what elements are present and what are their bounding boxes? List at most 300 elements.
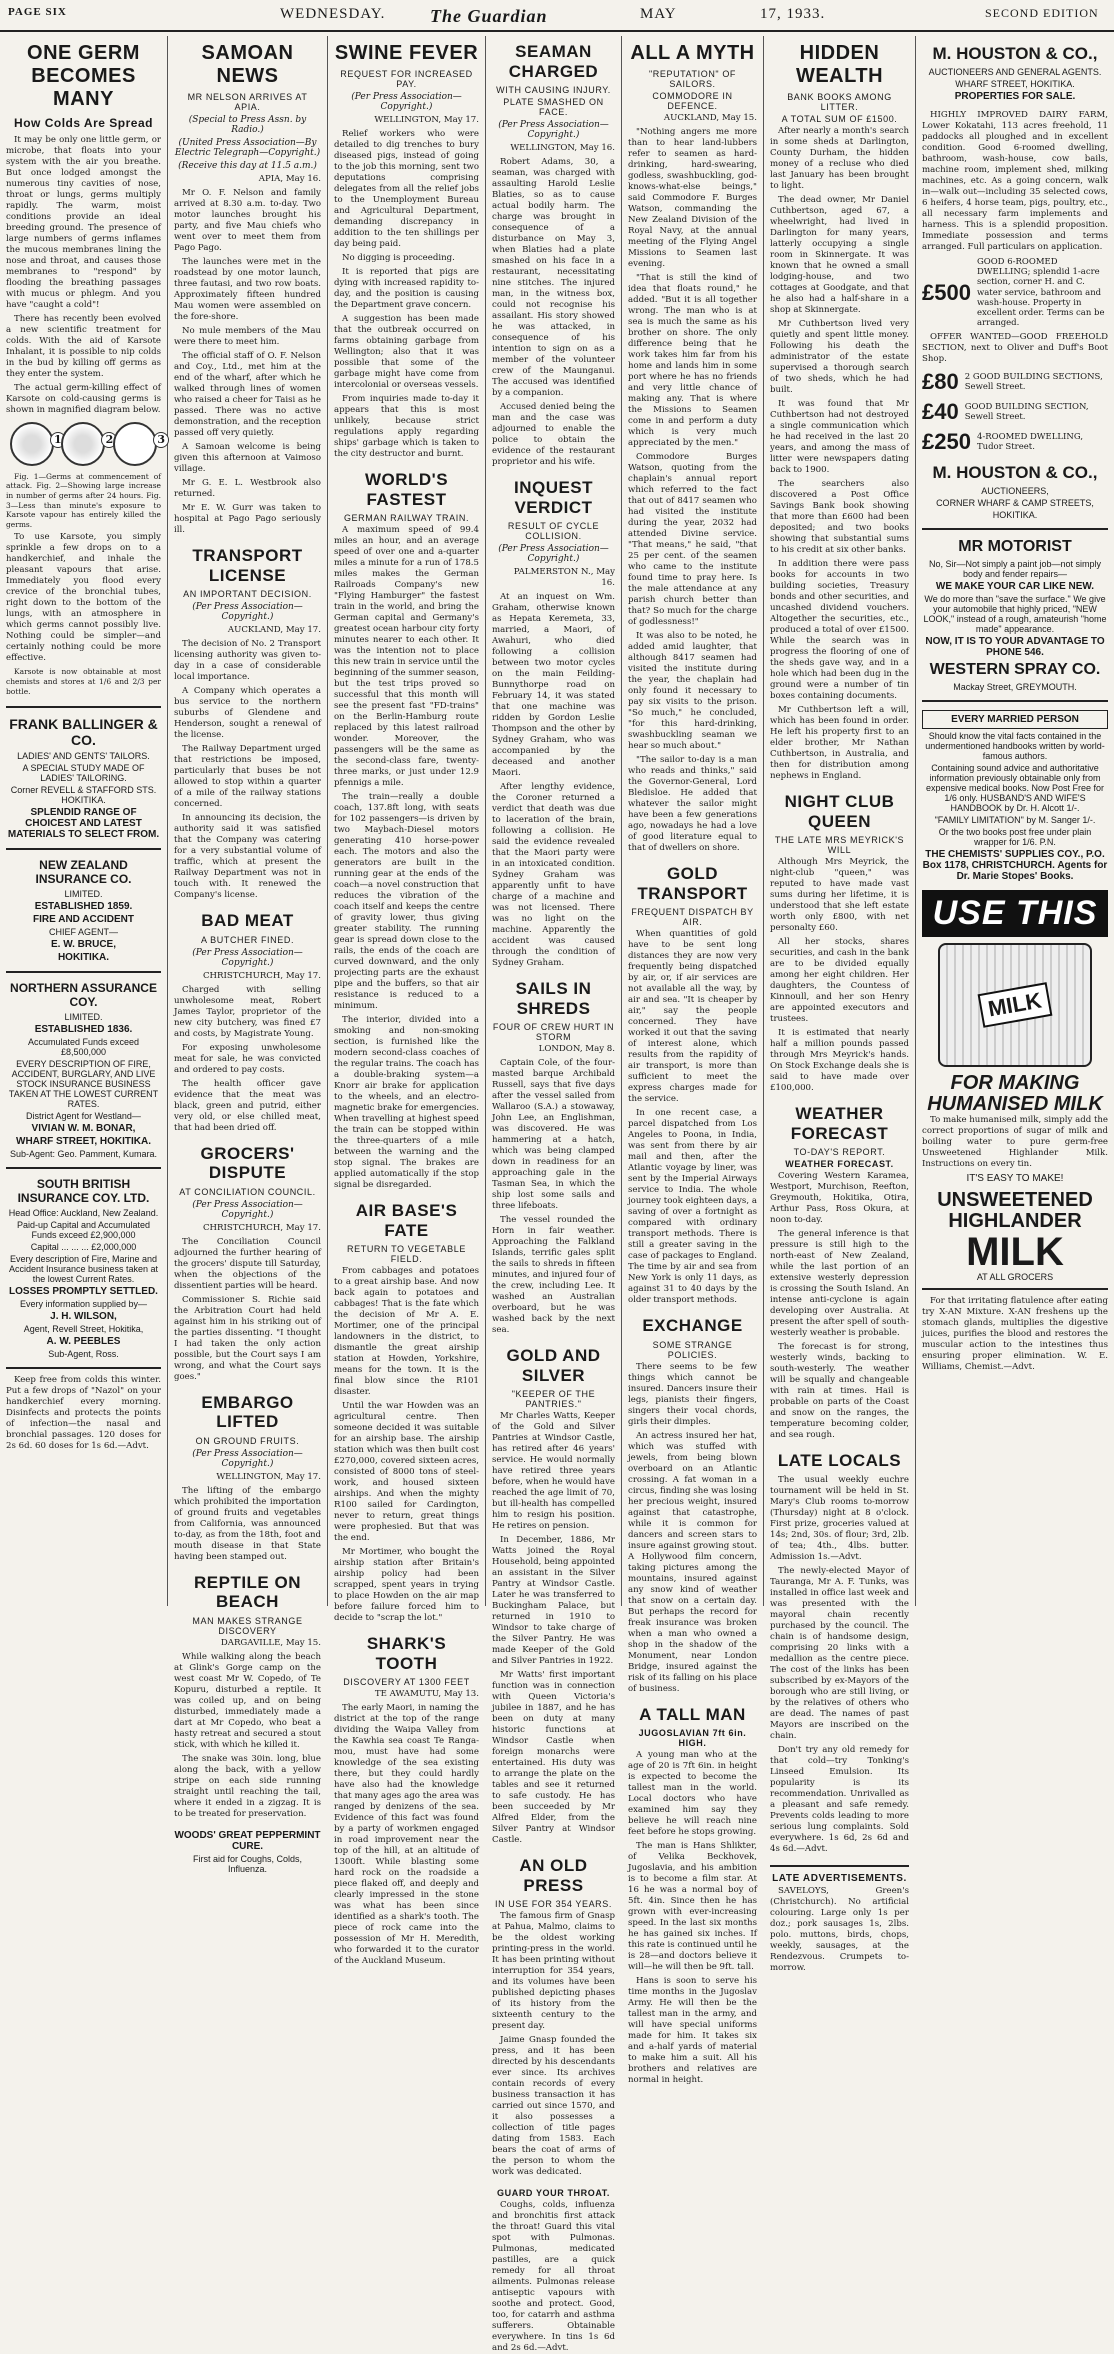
ad-line: Every description of Fire, Marine and Accident Insurance business taken at the lowest Current Rates. [8,1254,159,1285]
subheadline: IN USE FOR 354 YEARS. [495,1899,612,1910]
divider [6,1167,161,1169]
subheadline: REQUEST FOR INCREASED PAY. [340,69,473,89]
ad-name: WESTERN SPRAY CO. [929,661,1101,679]
price-desc: 2 GOOD BUILDING SECTIONS, Sewell Street. [964,372,1103,393]
article-body [174,174,321,536]
paragraph: OFFER WANTED—GOOD FREEHOLD SECTION, next to Oliver and Duff's Boot Shop. [922,332,1108,365]
paragraph: While walking along the beach at Glink's Gorge camp on the west coast Mr W. Copedo, of Te Kopuru, disturbed a reptile. It was coiled up, and on being disturbed, immediately made a dart at Mr Copedo, who beat a hasty retreat and secured a stout stick, with which he killed it. [174,1651,321,1750]
headline: INQUEST VERDICT [513,478,594,517]
masthead-edition: SECOND EDITION [985,6,1099,20]
headline: ALL A MYTH [630,42,755,64]
can-label: MILK [978,983,1053,1029]
credit-line: (United Press Association—By Electric Telegraph—Copyright.) [174,138,321,158]
paragraph: In one recent case, a parcel dispatched from Los Angeles to Poona, in India, was sent from there by air mail and then, after the Atlantic voyage by liner, was sent by the Imperial Airways service to India. The whole journey took eighteen days, a saving of over a fortnight as compared with ordinary transport methods. There is still a greater saving in the case of packages to England. The time by air and sea from New York is only 11 days, as against 31 to 40 days by the older transport methods. [628,1108,757,1306]
germ-diagram [6,422,165,466]
ad-nazol [6,1375,161,1452]
subheadline: FREQUENT DISPATCH BY AIR. [631,907,754,928]
ad-line: SPLENDID RANGE OF CHOICEST AND LATEST MATERIALS TO SELECT FROM. [7,807,160,841]
headline: WEATHER FORECAST [790,1104,889,1143]
ad-line: First aid for Coughs, Colds, Influenza. [192,1853,303,1874]
paragraph: A suggestion has been made that the outbreak occurred on farms obtaining garbage from Wellington; also that it was possible that some of the garbage might have come from intercolonial or overseas vessels. [334,314,479,390]
paragraph: The searchers also discovered a Post Office Savings Bank book showing that more than £600 had been deposited; and two books showing that substantial sums to his credit at six other banks. [770,479,909,555]
paragraph: "The sailor to-day is a man who reads and thinks," said the Governor-General, Lord Bledisloe. He added that whatever the sailor might have been a few generations ago, nowadays he had a love of good literature equal to that of dwellers on shore. [628,755,757,853]
ad-name: MR MOTORIST [958,538,1072,556]
paragraph: For exposing unwholesome meat for sale, he was convicted and ordered to pay costs. [174,1042,321,1075]
subheadline: DISCOVERY AT 1300 FEET [343,1677,470,1688]
article-one-germ [6,42,165,696]
paragraph: The newly-elected Mayor of Tauranga, Mr A. F. Tunks, was installed in office last week and was presented with the mayoral chain recently purchased by the council. The chain is of handsome design, comprising 20 links with a medallion as the centre piece. The cost of the links has been subscribed by ex-Mayors of the borough who are still living, or by the relatives of others who are dead. The names of past Mayors are inscribed on the chain. [770,1565,909,1741]
paragraph: It was found that Mr Cuthbertson had not destroyed a single communication which he had received in the last 20 years, and among the mass of litter were newspapers dating back to 1900. [770,399,909,475]
headline: SEAMAN CHARGED [508,42,599,81]
article-body [334,115,479,460]
paragraph: There has recently been evolved a new scientific treatment for colds. With the aid of Karsote Inhalant, it is possible to nip colds in the bud by killing off germs as they enter the system. [6,313,161,379]
article-all-a-myth [628,42,757,854]
price: £40 [922,399,959,425]
paragraph: Keep free from colds this winter. Put a few drops of "Nazol" on your handkerchief every morning. Disinfects and protects the points of infection—the nasal and bronchial passages. 120 doses for 2s 6d. 60 doses for 1s 6d.—Advt. [6,1375,161,1452]
article-hidden-wealth [770,42,909,782]
price-listing [922,369,1108,395]
paragraph: The official staff of O. F. Nelson and Coy., Ltd., met him at the end of the wharf, after which he walked through lines of women who raised a cheer for Taisi as he passed. There was no active demonstration, and the reception passed off very quietly. [174,351,321,438]
article-reptile-on-beach [174,1573,321,1820]
paragraph: To use Karsote, you simply sprinkle a few drops on to a handkerchief, and inhale the pleasant vapours that arise. Immediately you flood every crevice of the bronchial tubes, right down to the bottom of the lungs, with an atmosphere in which germs cannot possibly live. Nothing could be simpler—and certainly nothing could be more effective. [6,532,161,664]
paragraph: The snake was 30in. long, blue along the back, with a yellow stripe on each side running straight until reaching the tail, where it ended in a zigzag. It is to be treated for preservation. [174,1753,321,1819]
ad-name: WOODS' GREAT PEPPERMINT CURE. [174,1829,321,1852]
credit-line: (Per Press Association—Copyright.) [192,1199,303,1220]
paragraph: Commissioner S. Richie said the Arbitration Court had held against him in his striking out of the parties dissenting. "I thought I had taken the only action possible, but the Court says I am wrong, and what the Court says goes." [174,1294,321,1382]
divider [6,971,161,973]
column-5 [622,36,764,2086]
ad-mr-motorist [922,538,1108,692]
article-body [628,1750,757,2086]
figure-caption: Fig. 1—Germs at commencement of attack. Fig. 2—Showing large increase in number of germs after 24 hours. Fig. 3—Less than minute's exposure to Karsote vapour has entirely killed the germs. [6,471,161,529]
subheadline: A BUTCHER FINED. [200,934,295,945]
ad-line: ESTABLISHED 1836. [34,1024,133,1036]
ad-line: Sub-Agent, Ross. [48,1349,119,1360]
paragraph: In announcing its decision, the authority said it was satisfied that the Company was catering for a very substantial volume of traffic, which at present the Railway Department was not in touch with. It renewed the Company's license. [174,813,321,901]
paragraph: Accused denied being the man and the case was adjourned to enable the police to obtain the evidence of the restaurant proprietor and his wife. [492,402,615,468]
paragraph: For that irritating flatulence after eating try X-AN Mixture. X-AN freshens up the stomach glands, multiplies the digestive juices, purifies the blood and restores the muscular action to the intestines thus ensuring proper elimination. W. E. Williams, Chemist.—Advt. [922,1296,1108,1373]
headline: EXCHANGE [642,1316,743,1336]
subheadline: How Colds Are Spread [14,116,153,130]
paragraph: Mr G. E. L. Westbrook also returned. [174,478,321,499]
ad-name: FRANK BALLINGER & CO. [9,716,158,749]
paragraph: Although Mrs Meyrick, the night-club "queen," was reputed to have made vast sums during her lifetime, it is understood that she left estate worth only £800, with net personalty £60. [770,857,909,934]
figure-label: 3 [153,432,169,448]
paragraph: Mr E. W. Gurr was taken to hospital at Pago Pago seriously ill. [174,503,321,535]
article-body [492,567,615,969]
paragraph: In addition there were pass books for accounts in two building societies, Treasury bonds and other securities, and uncashed dividend vouchers. Altogether the securities, etc., produced a total of over £1500. While the search was in progress the flooring of one of the sheds gave way, and in a hole which had been dug in the ground were a number of tin boxes containing documents. [770,559,909,701]
ad-south-british [6,1177,161,1359]
germ-figure-2 [61,422,114,466]
credit-line: (Receive this day at 11.5 a.m.) [178,161,317,171]
ad-line: WHARF STREET, HOKITIKA. [16,1136,151,1148]
subheadline: FOUR OF CREW HURT IN STORM [492,1022,615,1043]
price-desc: GOOD 6-ROOMED DWELLING; splendid 1-acre section, corner H. and C. water service, bathroom and wash-house. Property in excellent order. Terms can be arranged. [976,257,1105,329]
ad-highlander-milk [922,890,1108,1282]
subheadline: "REPUTATION" OF SAILORS. [648,69,737,89]
article-late-locals [770,1451,909,1855]
paragraph: A Samoan welcome is being given this afternoon at Vaimoso village. [174,442,321,474]
paragraph: The train—really a double coach, 137.8ft long, with seats for 102 passengers—is driven by two Maybach-Diesel motors generating 410 horse-power each. The motors and also the generators are built in the running gear at the ends of the coach—a novel construction that reduces the vibration of the coach itself and keeps the centre of gravity lower, thus giving greater stability. The running gear is spread down close to the rails, the ends of the coach are curved downward, and the only projecting parts are the exhaust pipe and the buffers, so that air resistance is reduced to a minimum. [334,792,479,1012]
dateline: CHRISTCHURCH, May 17. [202,970,321,981]
article-gold-and-silver [492,1346,615,1846]
ad-line: LADIES' AND GENTS' TAILORS. [17,751,150,762]
ad-name: SOUTH BRITISH INSURANCE COY. LTD. [17,1177,150,1206]
price-desc: 4-ROOMED DWELLING, Tudor Street. [976,432,1084,453]
ad-line: LIMITED. [64,1012,103,1023]
subheadline: PLATE SMASHED ON FACE. [503,97,604,118]
paragraph: Jaime Gnasp founded the press, and it has been directed by his descendants ever since. Its archives contain records of every business transaction it has carried out since 1570, and it also possesses a collection of title pages dating from 1583. Each bears the coat of arms of the person to whom the work was dedicated. [492,2035,615,2178]
ad-line: AT ALL GROCERS [976,1272,1054,1283]
paragraph: Covering Western Karamea, Westport, Murchison, Reefton, Greymouth, Hokitika, Otira, Arthur Pass, Ross Okura, at noon to-day. [770,1171,909,1226]
credit-line: (Per Press Association—Copyright.) [498,544,609,565]
paragraph: The launches were met in the roadstead by one motor launch, three fautasi, and two row boats. Approximately fifteen hundred Mau women were assembled on the fore-shore. [174,257,321,322]
figure-label: 1 [50,432,66,448]
subheadline: ON GROUND FRUITS. [195,1435,300,1446]
paragraph: It is reported that pigs are dying with increased rapidity to-day, and the position is causing the Department grave concern. [334,267,479,310]
paragraph: After lengthy evidence, the Coroner returned a verdict that death was due to laceration of the brain, following a collision. He said the evidence revealed that the Maori party were in an intoxicated condition. Sydney Graham was apparently unfit to have charge of a machine and was not licensed. There was no light on the machine. Apparently the accident was caused through the condition of Sydney Graham. [492,782,615,969]
credit-line: (Per Press Association—Copyright.) [192,602,303,623]
headline: EMBARGO LIFTED [201,1392,294,1432]
ad-married-person [922,710,1108,882]
subheadline: RETURN TO VEGETABLE FIELD. [347,1244,466,1265]
ad-line: WE MAKE YOUR CAR LIKE NEW. [935,581,1095,593]
paragraph: It was also to be noted, he added amid laughter, that although 8417 seamen had visited the institute during the year, the chaplain had only found it necessary to pay six visits to the prison. "So much," he concluded, "for this hard-drinking, swashbuckling seaman we hear so much about." [628,631,757,751]
headline: SAILS IN SHREDS [515,979,592,1018]
germ-figure-3 [113,422,165,466]
ad-line: EVERY DESCRIPTION OF FIRE, ACCIDENT, BURGLARY, AND LIVE STOCK INSURANCE BUSINESS TAKEN AT THE LOWEST CURRENT RATES. [8,1059,159,1110]
price: £250 [922,429,971,455]
paragraph: Relief workers who were detailed to dig trenches to bury diseased pigs, instead of going to the job this morning, sent two deputations comprising delegates from all the relief jobs to the Unemployment Bureau and Agricultural Department, demanding discrepancy in addition to the ten shillings per day being paid. [334,129,479,249]
price-desc: GOOD BUILDING SECTION, Sewell Street. [964,402,1089,423]
dateline: WELLINGTON, May 16. [510,143,615,154]
subheadline: GERMAN RAILWAY TRAIN. [343,513,470,524]
divider [6,1367,161,1369]
paragraph: The forecast is for strong, westerly winds, backing to south-westerly. The weather will be squally and changeable with rain at times. Hail is probable on parts of the Coast and snow on the ranges, the temperature becoming colder, and sea rough. [770,1342,909,1441]
paragraph: The actual germ-killing effect of Karsote on cold-causing germs is shown in magnified diagram below. [6,382,161,415]
article-body [174,971,321,1134]
paragraph: There seems to be few things which cannot be insured. Dancers insure their legs, pianists their fingers, singers their vocal chords, girls their dimples. [628,1361,757,1427]
paragraph: HIGHLY IMPROVED DAIRY FARM, Lower Kokatahi, 113 acres freehold, 11 paddocks all ploughed and in excellent condition. Good 6-roomed dwelling, bathroom, wash-house, cow bails, machine room, implement shed, milking machines, etc. As a going concern, walk in—walk out—including 35 selected cows, 6 heifers, 4 horse team, pigs, poultry, etc., all necessary farm implements and harness. This is a splendid proposition. Immediate possession and terms arranged. Full particulars on application. [922,110,1108,252]
paragraph: The vessel rounded the Horn in fair weather. Approaching the Falkland Islands, terrific gales split the sails to shreds in fifteen minutes, and injured four of the crew, including Lee. It washed an Australian overboard, but he was washed back by the next sea. [492,1215,615,1336]
article-body [492,1044,615,1336]
subheadline: BANK BOOKS AMONG LITTER. [787,92,892,112]
ad-line: Head Office: Auckland, New Zealand. [8,1208,159,1219]
article-body [628,929,757,1306]
late-advertisements [770,1865,909,1974]
ad-product: MILK [966,1230,1064,1275]
credit-line: (Per Press Association—Copyright.) [192,947,303,968]
ad-line: Accumulated Funds exceed £8,500,000 [27,1037,140,1058]
article-body [492,1411,615,1846]
subheadline: JUGOSLAVIAN 7ft 6in. HIGH. [638,1728,747,1749]
ad-line: LOSSES PROMPTLY SETTLED. [9,1286,158,1298]
article-seaman-charged [492,42,615,468]
paragraph: After nearly a month's search in some sheds at Darlington, County Durham, the hidden money of a recluse who died last January has been brought to light. [770,126,909,191]
article-body [174,1472,321,1563]
subheadline: WEATHER FORECAST. [785,1159,894,1170]
paragraph: A Company which operates a bus service to the northern suburbs of Glendene and Henderson, sought a renewal of the license. [174,686,321,741]
article-body [6,135,161,416]
germ-figure-1 [10,422,62,466]
dateline: APIA, May 16. [258,174,321,184]
ad-woods-peppermint [174,1830,321,1874]
divider [770,1865,909,1867]
article-night-club-queen [770,792,909,1094]
paragraph: The usual weekly euchre tournament will be held in St. Mary's Club rooms to-morrow (Thursday) night at 8 o'clock. First prize, groceries valued at 14s; 2nd, 30s. of flour; 3rd, 2lb. of tea; 4th., 4lbs. butter. Admission 1s.—Advt. [770,1474,909,1562]
article-body [628,113,757,854]
ad-line: AUCTIONEERS, [981,486,1049,497]
headline: GROCERS' DISPUTE [200,1143,295,1183]
article-gold-transport [628,864,757,1306]
column-3 [328,36,486,1967]
divider [922,700,1108,702]
ad-line: WHARF STREET, HOKITIKA. [955,79,1075,89]
subheadline: "KEEPER OF THE PANTRIES." [511,1389,596,1410]
headline: LATE LOCALS [777,1451,902,1471]
paragraph: "Nothing angers me more than to hear land-lubbers refer to seamen as hard-drinking, hard-swearing, godless, swashbuckling, god-knows-what-else beings," said Commodore F. Burges Watson, commanding the New Zealand Division of the Royal Navy, at the annual meeting of the Flying Angel Missions to Seamen last evening. [628,127,757,269]
ad-line: HOKITIKA. [992,510,1038,521]
divider [6,706,161,708]
paragraph: The famous firm of Gnasp at Pahua, Malmo, claims to be the oldest working printing-press in the world. It has been printing without interruption for 354 years, and its volumes have been published depicting phases of its history from the sixteenth century to the present day. [492,1911,615,2032]
ad-line: FIRE AND ACCIDENT [33,914,134,926]
ad-line: AUCTIONEERS AND GENERAL AGENTS. [928,67,1102,77]
paragraph: Mr Charles Watts, Keeper of the Gold and Silver Pantries at Windsor Castle, has retired after 46 years' service. He would normally have retired three years before, when he would have reached the age limit of 70, but ill-health has compelled him to resign his position. He retires on pension. [492,1411,615,1532]
ad-line: CHIEF AGENT— [48,927,118,938]
paragraph: Robert Adams, 30, a seaman, was charged with assaulting Harold Leslie Blaties, so as to cause actual bodily harm. The charge was brought in consequence of a disturbance on May 3, when Blaties had a plate smashed on his face in a restaurant, necessitating nine stitches. The injured man, in the witness box, could not recognise his assailant. His story showed he was attacked, in consequence of his intention to sign on as a member of the volunteer crew of the Maunganui. The accused was identified by a companion. [492,157,615,399]
headline: A TALL MAN [639,1704,746,1724]
ad-brand: UNSWEETENED HIGHLANDER [937,1189,1093,1233]
paragraph: Until the war Howden was an agricultural centre. Then someone decided it was suitable for an airship base. The airship station which was then built cost £270,000, covered sixteen acres, consisted of 8000 tons of steel-work, and housed sixteen airships. And when the mighty R100 sailed for Cardington, never to return, great things were prophesied. But that was the end. [334,1401,479,1544]
article-sails-in-shreds [492,979,615,1336]
headline: TRANSPORT LICENSE [192,546,303,585]
ad-line: We do more than "save the surface." We give your automobile that highly priced, "NEW LOOK," instead of a rough, amateurish "home made" appearance. [923,594,1107,635]
paragraph: The dead owner, Mr Daniel Cuthbertson, aged 67, a wheelwright, had lived in Darlington for many years, latterly occupying a single room in Skinnergate. It was known that he owned a small lodging-house, and two cottages at Goodgate, and that he also had a half-share in a shop at Skinnergate. [770,195,909,315]
article-body [492,143,615,468]
article-transport-license [174,546,321,901]
price-listing [922,429,1108,455]
paragraph: "That is still the kind of idea that floats round," he added. "But it is all together wrong. The man who is at sea is much the same as his brother on shore. The only difference being that he work takes him far from his home and lands him in some port where he has no friends and very little chance of making any. That is where the Missions to Seamen come in and perform a duty which is very much appreciated by the men." [628,273,757,448]
price: £500 [922,279,971,305]
ad-name: M. HOUSTON & CO., [932,44,1098,63]
paragraph: The general inference is that pressure is still high to the north-east of New Zealand, while the last portion of an extensive westerly depression is crossing the South Island. An intense anti-cyclone is again developing over Australia. At present the after spell of south-westerly weather is probable. [770,1229,909,1339]
ad-name: M. HOUSTON & CO., [932,463,1098,483]
paragraph: In December, 1886, Mr Watts joined the Royal Household, being appointed an assistant in the Silver Pantry at Windsor Castle. Later he was transferred to Buckingham Palace, but returned in 1910 to Windsor to take charge of the Silver Pantry. He was made Keeper of the Gold and Silver Pantries in 1922. [492,1535,615,1667]
ad-northern-assurance [6,981,161,1159]
paragraph: Mr Watts' first important function was in connection with Queen Victoria's jubilee in 1887, and he has been on duty at many historic functions at Windsor Castle when foreign monarchs were entertained. His duty was to arrange the plate on the tables and see it returned to safe custody. He has been succeeded by Mr Alfred Elder, from the Silver Pantry at Windsor Castle. [492,1670,615,1846]
article-worlds-fastest [334,470,479,1191]
subheadline: MR NELSON ARRIVES AT APIA. [187,92,308,112]
article-body [334,1266,479,1624]
dateline: AUCKLAND, May 15. [663,113,757,123]
price: £80 [922,369,959,395]
dateline: AUCKLAND, May 17. [227,625,321,636]
paragraph: The health officer gave evidence that the meat was black, green and putrid, either very old, or else chilled meat, that had been dried off. [174,1078,321,1133]
dateline: CHRISTCHURCH, May 17. [202,1222,321,1233]
ad-body [922,332,1108,365]
ad-body [922,1115,1108,1170]
ad-line: Mackay Street, GREYMOUTH. [953,682,1077,693]
ad-line: Agent, Revell Street, Hokitika, [23,1324,144,1335]
ad-name: NORTHERN ASSURANCE COY. [10,981,157,1010]
subheadline: THE LATE MRS MEYRICK'S WILL [774,835,905,856]
paragraph: Mr Mortimer, who bought the airship station after Britain's airship policy had been scrapped, spent years in trying to place Howden on the air map before failure forced him to decide to "scrap the lot." [334,1547,479,1624]
ad-name: EVERY MARRIED PERSON [922,710,1108,729]
paragraph: To make humanised milk, simply add the correct proportions of sugar of milk and boiling water to pure germ-free Unsweetened Highlander Milk. Instructions on every tin. [922,1115,1109,1170]
masthead [0,0,1114,32]
divider [6,848,161,850]
ad-houston [922,44,1108,102]
paragraph: Coughs, colds, influenza and bronchitis first attack the throat! Guard this vital spot with Pulmonas. Pulmonas, medicated pastilles, are a quick remedy for all throat ailments. Pulmonas release antiseptic vapours with soothe and protect. Good, too, for catarrh and asthma sufferers. Obtainable everywhere. In tins 1s 6d and 2s 6d.—Advt. [492,2200,615,2354]
ad-line: E. W. BRUCE, [50,939,116,951]
ad-banner: USE THIS [922,890,1108,937]
subheadline: AT CONCILIATION COUNCIL. [179,1186,316,1197]
article-air-base [334,1201,479,1624]
ad-slogan: FOR MAKING HUMANISED MILK [927,1072,1103,1116]
ad-line: "FAMILY LIMITATION" by M. Sanger 1/-. [934,815,1096,826]
ad-xan [922,1296,1108,1373]
paragraph: From inquiries made to-day it appears that this is most unlikely, because strict regulations apply regarding ships' garbage which is taken to the city destructor and burnt. [334,394,479,459]
ad-houston-2 [922,463,1108,520]
subheadline: AN IMPORTANT DECISION. [183,589,312,600]
paragraph: A maximum speed of 99.4 miles an hour, and an average speed of over one and a-quarter miles a minute for a run of 178.5 miles makes the German Railroads Company's new "Flying Hamburger" the fastest train in the world, and bring the German capital and Germany's greatest ocean harbour city forty minutes nearer to each other. It was the intention not to place this new train in service until the beginning of the summer season, but the test trips proved so successful that this month will see the present fast "FD-trains" on the Berlin-Hamburg route replaced by this latest railroad wonder. Moreover, the passengers will be the same as the second-class fare, twenty-three marks, or just under 12.9 pfennigs a mile. [334,525,479,789]
paragraph: Mr Cuthbertson left a will, which has been found in order. He left his property first to an elder brother, Mr Nathan Cuthbertson, in Australia, and then for distribution among nephews in England. [770,705,909,781]
divider [922,528,1108,530]
article-body [174,1638,321,1820]
masthead-day: WEDNESDAY. [280,6,386,22]
paragraph: All her stocks, shares securities, and cash in the bank are to be divided equally among her eight children. Her daughters, the Countess of Kinnoull, and her son Henry are appointed executors and trustees. [770,937,909,1025]
paragraph: The Railway Department urged that restrictions be imposed, particularly that buses be not allowed to stop within a quarter of a mile of the railway stations concerned. [174,744,321,810]
ad-guard-throat [492,2188,615,2354]
dateline: TE AWAMUTU, May 13. [374,1689,479,1700]
ad-ballinger [6,716,161,840]
article-body [334,525,479,1191]
article-sharks-tooth [334,1634,479,1967]
ad-nz-insurance [6,858,161,963]
article-samoan-news [174,42,321,536]
ad-line: No, Sir—Not simply a paint job—not simply body and fender repairs— [928,559,1102,580]
article-body [628,1362,757,1695]
milk-can-image [938,943,1092,1067]
headline: SAMOAN NEWS [201,42,294,87]
column-1 [0,36,168,1606]
ad-line: Paid-up Capital and Accumulated Funds exceed £2,900,000 [16,1220,151,1241]
credit-line: (Per Press Association—Copyright.) [351,92,462,112]
paragraph: The interior, divided into a smoking and non-smoking section, is furnished like the modern second-class coaches of the regular trains. The coach has a double-braking system—a Knorr air brake for application to the wheels, and an electro-magnetic brake for emergencies. When travelling at highest speed the train can be stopped within the three-quarters of a mile between the warning and the stop signal. The brakes are applied automatically if the stop signal be disregarded. [334,1015,479,1191]
headline: WORLD'S FASTEST [364,470,449,509]
paragraph: Captain Cole, of the four-masted barque Archibald Russell, says that five days after the vessel sailed from Wallaroo (S.A.) a stowaway, John Lee, an Englishman, was discovered. He was hammering at a hatch, which was being clamped down in readiness for an approaching gale in the Tasman Sea, in which the ship lost some sails and three lifeboats. [492,1058,615,1212]
article-tall-man [628,1705,757,2087]
paragraph: The early Maori, in naming the district at the top of the range dividing the Waipa Valley from the Kawhia sea coast Te Ranga-mou, must have had some knowledge of the sea existing there, but they could hardly have also had the knowledge that many ages ago the area was ranged by denizens of the sea. Evidence of this fact was found by a party of workmen engaged in road improvement near the top of the hill, at an altitude of 1300ft. While blasting some hard rock on the roadside a piece flaked off, and deeply and clearly impressed in the stone was what has been since identified as a shark's tooth. The piece of rock came into the possession of Mr H. Meredith, who forwarded it to the curator of the Auckland Museum. [334,1703,479,1967]
headline: AN OLD PRESS [519,1856,588,1895]
paragraph: Karsote is now obtainable at most chemists and stores at 1/6 and 2/3 per bottle. [6,667,161,696]
column-2 [168,36,328,1874]
article-inquest-verdict [492,478,615,969]
ad-line: VIVIAN W. M. BONAR, [31,1123,136,1135]
paragraph: Charged with selling unwholesome meat, Robert James Taylor, proprietor of the new city butchery, was fined £7 and costs, by Magistrate Young. [174,984,321,1039]
paragraph: No digging is proceeding. [342,253,455,263]
article-body [770,126,909,782]
paragraph: An actress insured her hat, which was stuffed with jewels, from being blown overboard on an Atlantic crossing. A fat woman in a circus, finding she was losing her precious weight, insured against that catastrophe, while it is common for dancers and screen stars to insure against growing stout. A Hollywood film concern, taking pictures among the mountains, insured against any snow kind of weather that snow on a certain day. But perhaps the record for freak insurance was broken when a man who owned a shop in the shadow of the Monument, near London Bridge, insured against the risk of its falling on his place of business. [628,1430,757,1694]
section-heading: LATE ADVERTISEMENTS. [772,1872,907,1884]
dateline: LONDON, May 8. [538,1044,615,1055]
column-4 [486,36,622,2354]
column-6 [764,36,916,1973]
paragraph: It may be only one little germ, or microbe, that floats into your system with the air you breathe. But once lodged amongst the numerous tiny cavities of nose, throat or lungs, germs multiply rapidly. The warm, moist conditions provide an ideal breeding ground. The presence of large numbers of germs inflames the mucous membranes lining the nose and throat, and causes those membranes to "respond" by flooding the breathing passages with mucus or phlegm. And you have "caught a cold"! [6,134,161,310]
subheadline: WITH CAUSING INJURY. [496,85,611,96]
ad-line: CORNER WHARF & CAMP STREETS, [936,498,1094,509]
dateline: WELLINGTON, May 17. [216,1471,321,1482]
headline: SHARK'S TOOTH [366,1634,447,1673]
headline: REPTILE ON BEACH [193,1572,301,1612]
article-body [770,1886,909,1974]
article-body [174,1223,321,1383]
article-body [492,1911,615,2178]
ad-line: LIMITED. [64,889,103,900]
paragraph: Mr Cuthbertson lived very quietly and spent little money. Following his death the administrator of the estate supervised a thorough search of two sheds, which he had built. [770,319,909,395]
subheadline: TO-DAY'S REPORT. [793,1147,886,1158]
article-weather-forecast [770,1104,909,1441]
article-exchange [628,1316,757,1695]
headline: ONE GERM BECOMES MANY [27,42,140,110]
ad-body [922,110,1108,253]
ad-line: THE CHEMISTS' SUPPLIES COY., P.O. Box 1178, CHRISTCHURCH. Agents for Dr. Marie Stopes' Books. [922,849,1108,883]
masthead-title: The Guardian [430,6,548,26]
paragraph: When quantities of gold have to be sent long distances they are now very frequently being dispatched by air, or, if air services are not available all the way, by air and sea. "It is cheaper by air," say the people concerned. They have worked it out that the saving of interest alone, which results from the rapidity of air transport, is more than sufficient to meet the express charges made for the service. [628,929,757,1105]
ad-line: Should know the vital facts contained in the undermentioned handbooks written by world-famous authors. [925,731,1105,762]
ad-line: A. W. PEEBLES [46,1336,121,1348]
ad-line: Sub-Agent: Geo. Pamment, Kumara. [9,1149,158,1160]
article-grocers-dispute [174,1144,321,1383]
ad-line: HOKITIKA. [57,952,110,964]
paragraph: It is estimated that nearly half a million pounds passed through Mrs Meyrick's hands. On Stock Exchange deals she is said to have made over £100,000. [770,1028,909,1094]
ad-line: Capital ... ... ... £2,000,000 [30,1242,137,1253]
headline: AIR BASE'S FATE [355,1201,458,1240]
article-swine-fever [334,42,479,460]
article-old-press [492,1856,615,2178]
article-body [770,1475,909,1855]
ad-name: NEW ZEALAND INSURANCE CO. [35,858,132,887]
subheadline: A TOTAL SUM OF £1500. [781,114,898,124]
ad-line: J. H. WILSON, [50,1311,117,1323]
paragraph: A young man who at the age of 20 is 7ft 6in. in height is expected to become the tallest man in the world. Local doctors who have examined him say they believe he will reach nine feet before he stops growing. [628,1750,757,1838]
paragraph: From cabbages and potatoes to a great airship base. And now back again to potatoes and cabbages! That is the fate which the decision of Mr A. E. Mortimer, one of the principal landowners in the district, to dismantle the great airship station at Howden, Yorkshire, means for the town. It is the final blow since the R101 disaster. [334,1266,479,1398]
column-7 [916,36,1114,1606]
dateline: PALMERSTON N., May 16. [513,567,615,589]
article-bad-meat [174,911,321,1134]
subheadline: RESULT OF CYCLE COLLISION. [507,521,600,542]
page-number: PAGE SIX [8,6,67,18]
article-embargo-lifted [174,1393,321,1563]
paragraph: Hans is soon to serve his time months in the Jugoslav Army. He will then be the tallest man in the army, and will have special uniforms made for him. It takes six and a-half yards of material to make him a suit. All his brothers and relatives are normal in height. [628,1976,757,2086]
credit-line: (Special to Press Assn. by Radio.) [188,115,307,135]
ad-heading: GUARD YOUR THROAT. [497,2188,610,2199]
headline: SWINE FEVER [334,42,479,64]
paragraph: Don't try any old remedy for that cold—try Tonking's Linseed Emulsion. Its popularity is its recommendation. Unrivalled as a pleasant and safe remedy. Prevents colds leading to more serious lung complaints. Sold everywhere. 1s 6d, 2s 6d and 4s 6d.—Advt. [770,1744,909,1854]
article-body [174,625,321,901]
ad-line: District Agent for Westland— [26,1111,141,1122]
headline: BAD MEAT [201,911,294,931]
subheadline: COMMODORE IN DEFENCE. [652,91,733,111]
paragraph: The lifting of the embargo which prohibited the importation of ground fruits and vegetables from California, was announced to-day, as from the 18th, foot and mouth disease in that State having been stamped out. [174,1485,321,1562]
article-body [334,1689,479,1967]
price-listing [922,399,1108,425]
paragraph: SAVELOYS, Green's (Christchurch). No artificial colouring. Large only 1s per doz.; pork sausages 1s, 2lbs. polo. muttons, birds, chops, weekly, sausages, at the Rendezvous. Crumpets to-morrow. [770,1885,909,1973]
subheadline: MAN MAKES STRANGE DISCOVERY [192,1615,303,1636]
paragraph: No mule members of the Mau were there to meet him. [174,326,321,347]
price-listing [922,257,1108,328]
credit-line: (Per Press Association—Copyright.) [192,1448,303,1469]
